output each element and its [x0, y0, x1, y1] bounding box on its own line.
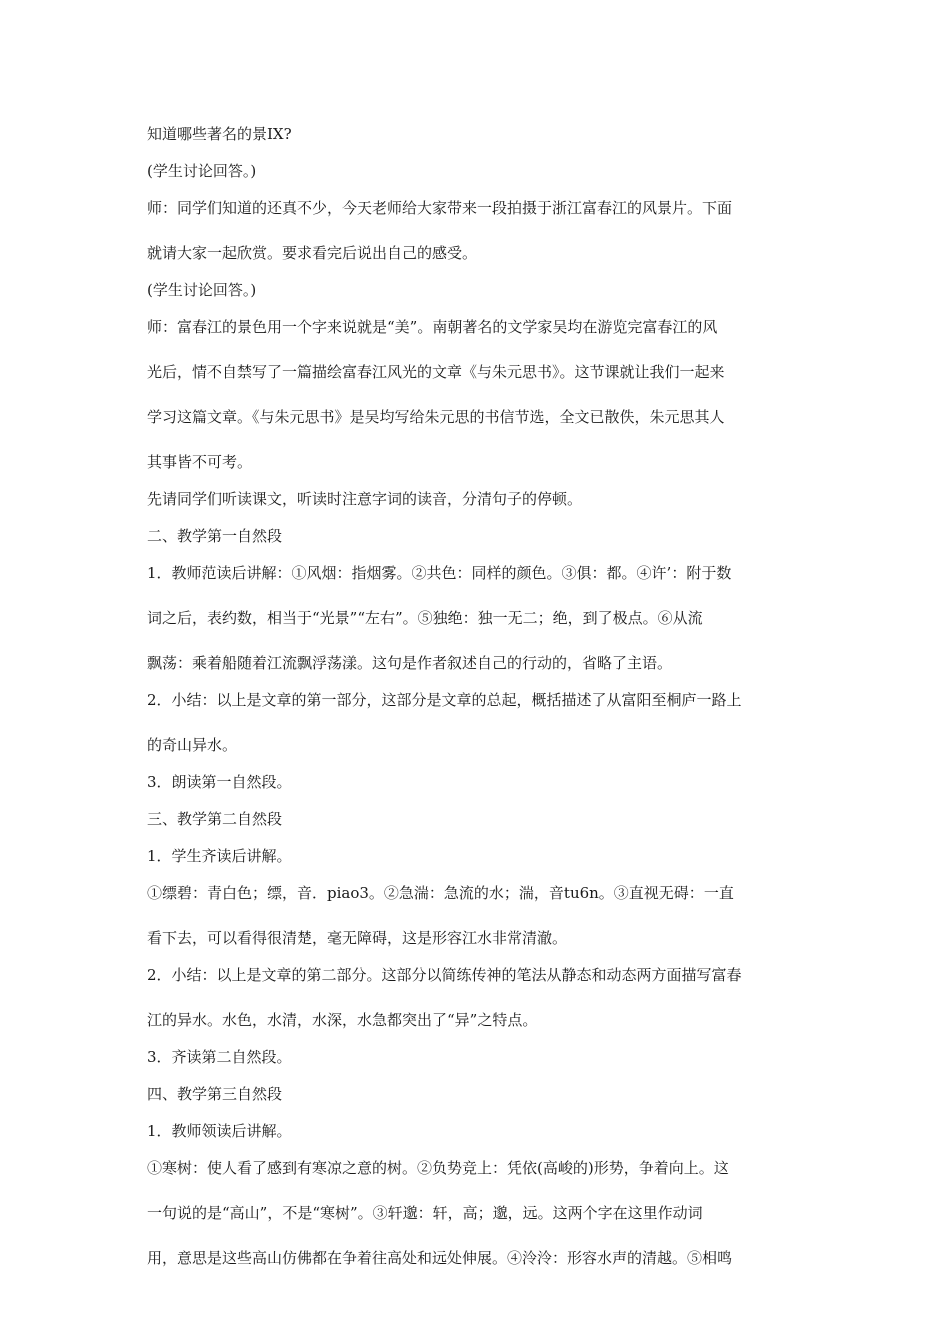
paragraph-continuation-line: 飘荡：乘着船随着江流飘浮荡漾。这句是作者叙述自己的行动的，省略了主语。 [147, 654, 673, 672]
paragraph-line: 二、教学第一自然段 [147, 527, 283, 545]
paragraph-line: 3．齐读第二自然段。 [147, 1048, 292, 1066]
paragraph-line: 三、教学第二自然段 [147, 810, 283, 828]
paragraph-line: 师：同学们知道的还真不少，今天老师给大家带来一段拍摄于浙江富春江的风景片。下面 [147, 199, 733, 217]
paragraph-continuation-line: 学习这篇文章。《与朱元思书》是吴均写给朱元思的书信节选，全文已散佚，朱元思其人 [147, 408, 725, 426]
document-body [147, 124, 815, 1269]
paragraph-continuation-line: 的奇山异水。 [147, 736, 238, 754]
paragraph-continuation-line: 用，意思是这些高山仿佛都在争着往高处和远处伸展。④泠泠：形容水声的清越。⑤相鸣 [147, 1249, 733, 1267]
paragraph-line: 师：富春江的景色用一个字来说就是“美”。南朝著名的文学家吴均在游览完富春江的风 [147, 318, 718, 336]
paragraph-line: 2．小结：以上是文章的第二部分。这部分以简练传神的笔法从静态和动态两方面描写富春 [147, 966, 742, 984]
paragraph-line: ①寒树：使人看了感到有寒凉之意的树。②负势竞上：凭依(高峻的)形势，争着向上。这 [147, 1159, 729, 1177]
paragraph-line: ①缥碧：青白色；缥，音．piao3。②急湍：急流的水；湍，音tu6n。③直视无碍：一直 [147, 884, 734, 902]
paragraph-continuation-line: 其事皆不可考。 [147, 453, 253, 471]
paragraph-line: 1．教师领读后讲解。 [147, 1122, 292, 1140]
paragraph-continuation-line: 看下去，可以看得很清楚，毫无障碍，这是形容江水非常清澈。 [147, 929, 568, 947]
paragraph-continuation-line: 一句说的是“高山”，不是“寒树”。③轩邈：轩，高；邈，远。这两个字在这里作动词 [147, 1204, 703, 1222]
paragraph-line: (学生讨论回答。) [147, 162, 257, 180]
paragraph-line: 3．朗读第一自然段。 [147, 773, 292, 791]
paragraph-line: 1．学生齐读后讲解。 [147, 847, 292, 865]
paragraph-line: 四、教学第三自然段 [147, 1085, 283, 1103]
paragraph-continuation-line: 光后，情不自禁写了一篇描绘富春江风光的文章《与朱元思书》。这节课就让我们一起来 [147, 363, 725, 381]
paragraph-line: 知道哪些著名的景IX? [147, 125, 292, 143]
paragraph-line: 1．教师范读后讲解：①风烟：指烟雾。②共色：同样的颜色。③俱：都。④许’：附于数 [147, 564, 732, 582]
paragraph-continuation-line: 词之后，表约数，相当于“光景”“左右”。⑤独绝：独一无二；绝，到了极点。⑥从流 [147, 609, 703, 627]
paragraph-continuation-line: 就请大家一起欣赏。要求看完后说出自己的感受。 [147, 244, 478, 262]
paragraph-line: (学生讨论回答。) [147, 281, 257, 299]
paragraph-line: 2．小结：以上是文章的第一部分，这部分是文章的总起，概括描述了从富阳至桐庐一路上 [147, 691, 742, 709]
paragraph-continuation-line: 江的异水。水色，水清，水深，水急都突出了“异”之特点。 [147, 1011, 538, 1029]
paragraph-line: 先请同学们听读课文，听读时注意字词的读音，分清句子的停顿。 [147, 490, 583, 508]
